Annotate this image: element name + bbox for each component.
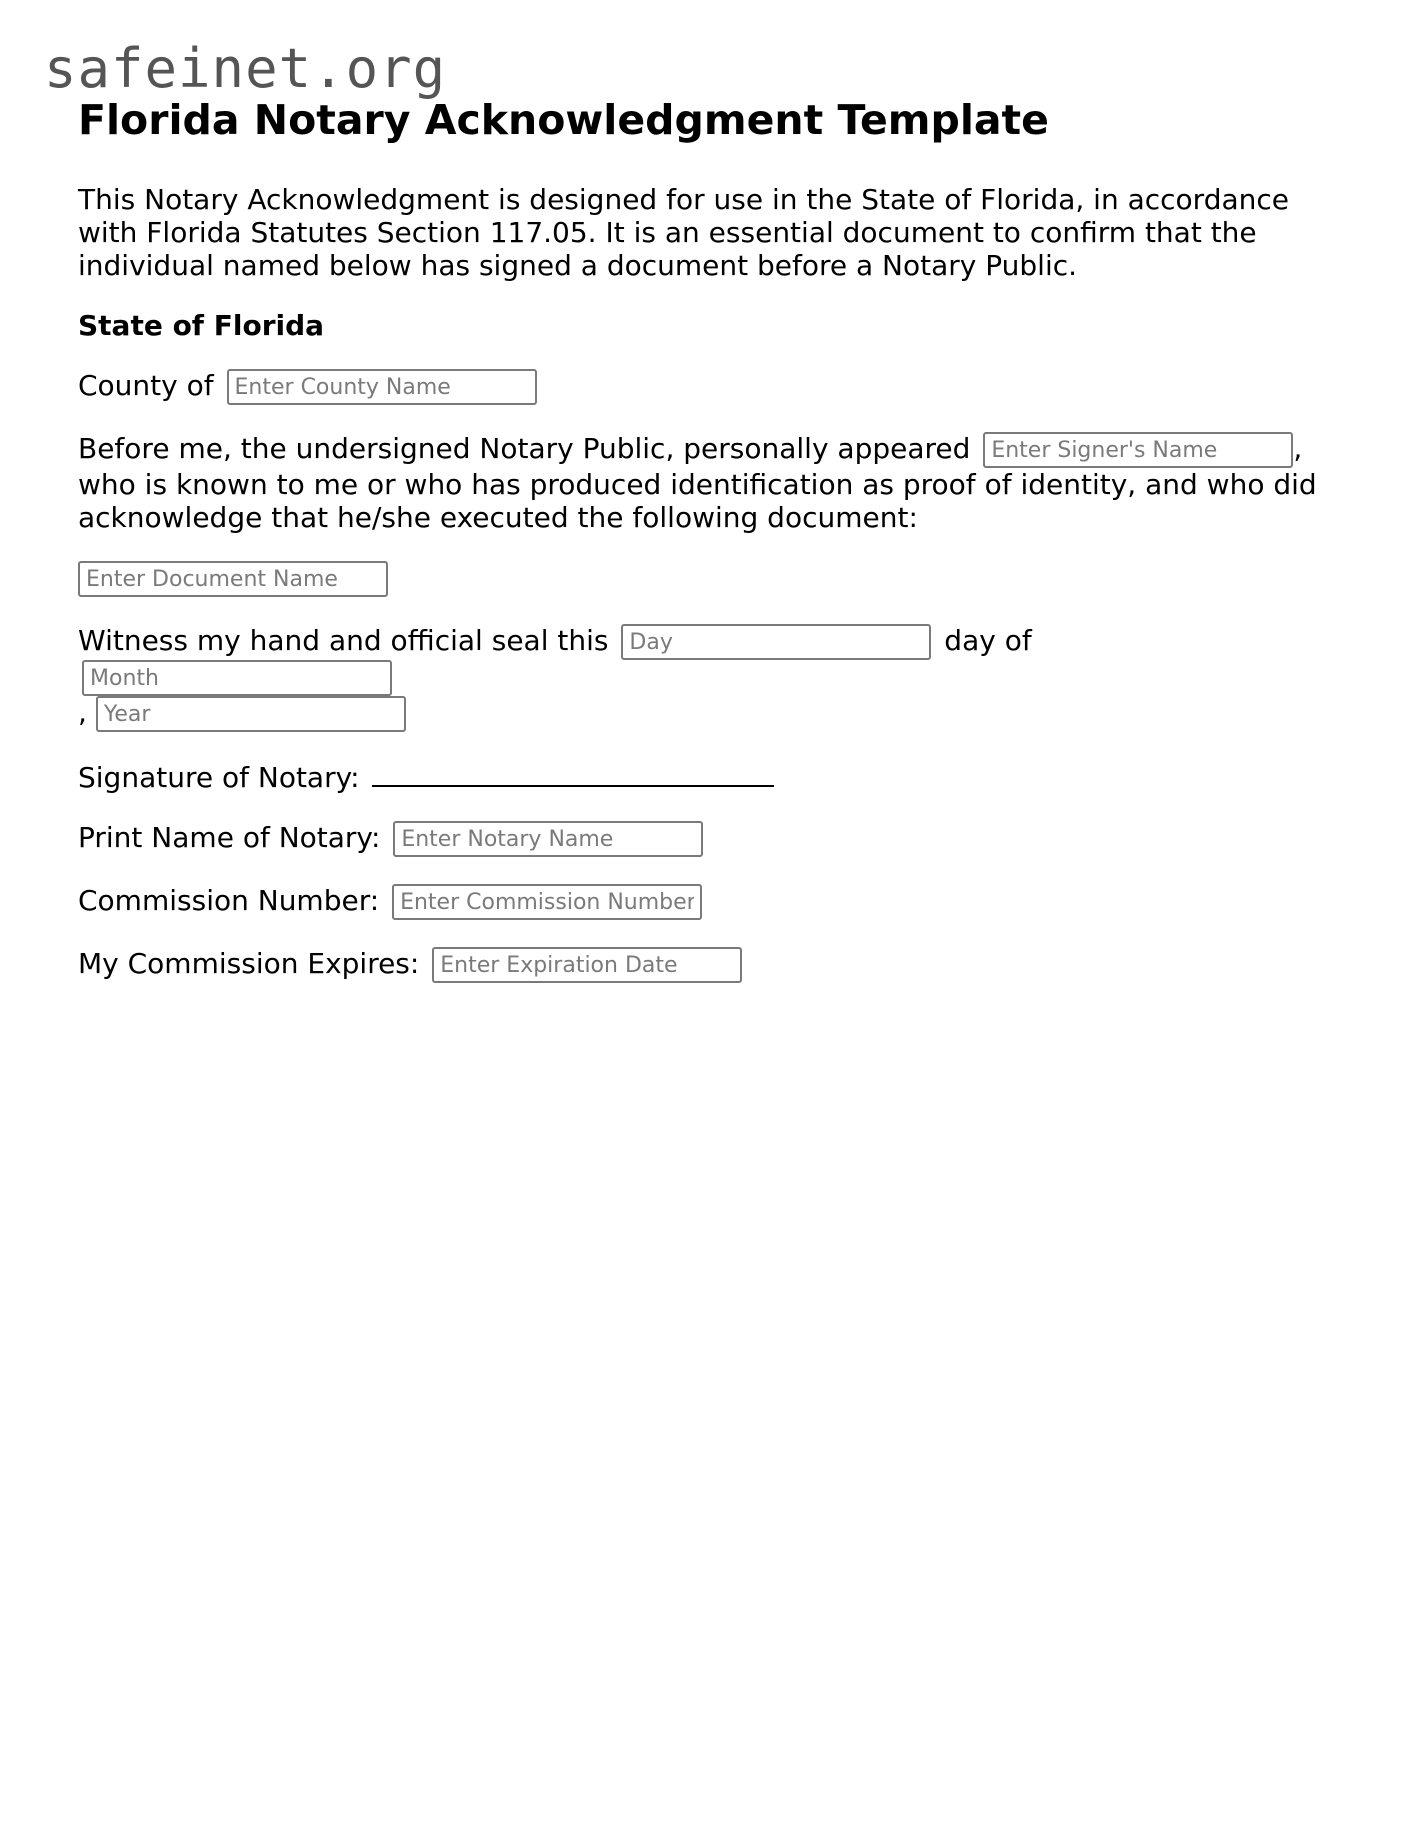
commission-number-input[interactable] (392, 884, 702, 920)
witness-label: Witness my hand and official seal this (78, 624, 609, 658)
day-of-label: day of (944, 624, 1032, 658)
document-row (78, 561, 1348, 597)
comma-separator: , (78, 696, 87, 730)
expires-label: My Commission Expires: (78, 947, 420, 981)
signer-name-input[interactable] (983, 432, 1293, 468)
county-label: County of (78, 369, 214, 403)
appeared-text: Before me, the undersigned Notary Public, personally appeared (78, 432, 971, 466)
month-input[interactable] (82, 660, 392, 696)
appearance-statement (78, 432, 1348, 534)
commission-number-label: Commission Number: (78, 884, 380, 918)
expires-row (78, 947, 1348, 983)
state-heading: State of Florida (78, 309, 325, 343)
commission-number-row (78, 884, 1348, 920)
print-name-row (78, 821, 1348, 857)
expiration-date-input[interactable] (432, 947, 742, 983)
signature-line[interactable] (372, 759, 774, 787)
county-row (78, 369, 1348, 405)
witness-row (78, 624, 1348, 732)
day-input[interactable] (621, 624, 931, 660)
county-input[interactable] (227, 369, 537, 405)
signature-label: Signature of Notary: (78, 761, 360, 795)
signature-row (78, 759, 1348, 794)
print-name-label: Print Name of Notary: (78, 821, 381, 855)
notary-name-input[interactable] (393, 821, 703, 857)
appeared-text-continued: , who is known to me or who has produced identification as proof of identity, and who did acknowledge that he/she executed the following document: (78, 432, 1317, 535)
page-title: Florida Notary Acknowledgment Template (78, 96, 1049, 144)
watermark: safeinet.org (44, 37, 447, 100)
document-name-input[interactable] (78, 561, 388, 597)
notary-form (78, 96, 1348, 1010)
intro-paragraph: This Notary Acknowledgment is designed for use in the State of Florida, in accordance with Florida Statutes Section 117.05. It is an essential document to confirm that the individual named below has signed a document before a Notary Public. (78, 183, 1289, 283)
year-input[interactable] (96, 696, 406, 732)
